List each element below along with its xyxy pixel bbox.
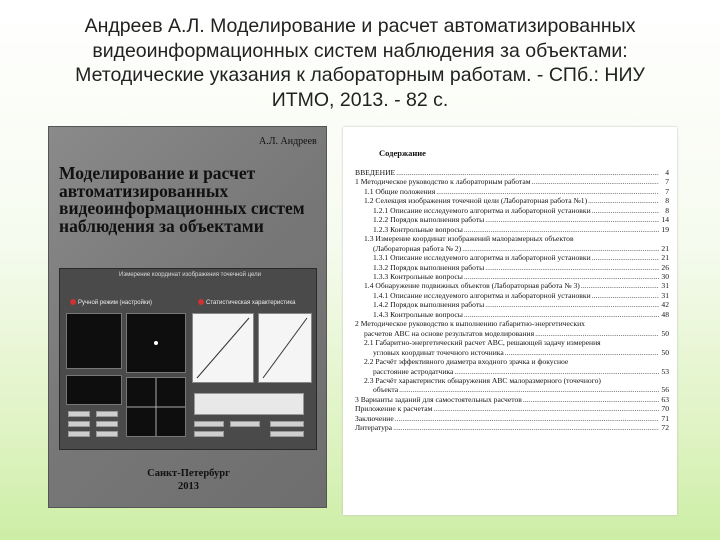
toc-leader-dots [485, 263, 659, 272]
toc-entry [355, 263, 669, 272]
slide-title [40, 14, 680, 112]
cover-city: Санкт-Петербург [147, 468, 230, 479]
screen-control [194, 421, 224, 427]
toc-entry-page: 48 [661, 309, 669, 319]
toc-entry [355, 196, 669, 205]
cover-imprint [49, 467, 327, 493]
radio-label: Статистическая характеристика [206, 300, 296, 306]
radio-icon [198, 299, 204, 305]
screen-control [96, 421, 118, 427]
toc-entry [355, 329, 669, 338]
toc-leader-dots [396, 168, 659, 177]
toc-entry [355, 291, 669, 300]
toc-entry-label: 1.2.1 Описание исследуемого алгоритма и лабораторной установки [373, 205, 591, 215]
cross-svg [127, 378, 185, 436]
histogram-plot [66, 375, 122, 405]
toc-entry-label: ВВЕДЕНИЕ [355, 168, 396, 177]
toc-entry [355, 177, 669, 186]
screen-caption: Измерение координат изображения точечной цели [119, 272, 261, 278]
screen-control [68, 421, 90, 427]
toc-entry [355, 215, 669, 224]
toc-leader-dots [462, 244, 659, 253]
toc-entry [355, 357, 669, 366]
toc-entry-page: 70 [661, 404, 669, 414]
toc-entry-page: 7 [665, 177, 669, 187]
toc-entry-page: 21 [661, 243, 669, 253]
toc-leader-dots [592, 206, 659, 215]
toc-entry-label: 2.1 Габаритно-энергетический расчет АВС, решающей задачу измерения [364, 338, 601, 348]
toc-entry-label: 1.3 Измерение координат изображений малоразмерных объектов [364, 234, 574, 244]
toc-leader-dots [505, 348, 659, 357]
toc-entry-label: 2.2 Расчёт эффективного диаметра входного зрачка и фокусное [364, 357, 569, 367]
toc-entry [355, 367, 669, 376]
toc-leader-dots [399, 385, 659, 394]
toc-entry-label: 1.4.2 Порядок выполнения работы [373, 300, 485, 310]
toc-entry [355, 225, 669, 234]
toc-list [355, 168, 669, 433]
screen-control [96, 431, 118, 437]
cross-plot [126, 377, 186, 437]
toc-entry-label: 2.3 Расчёт характеристик обнаружения АВС малоразмерного (точечного) [364, 375, 601, 385]
toc-entry-label: 1.3.2 Порядок выполнения работы [373, 262, 485, 272]
toc-entry [355, 187, 669, 196]
cover-title-line: видеоинформационных систем [59, 198, 305, 218]
toc-entry-label: 1.1 Общие положения [364, 186, 436, 196]
toc-leader-dots [532, 177, 659, 186]
toc-leader-dots [464, 225, 659, 234]
toc-entry-label: 3 Варианты заданий для самостоятельных расчетов [355, 394, 522, 404]
toc-leader-dots [464, 272, 659, 281]
line-plot-svg [259, 314, 311, 382]
title-line: Методические указания к лабораторным работам. - СПб.: НИУ [75, 64, 645, 86]
line-plot-2 [258, 313, 312, 383]
cover-year: 2013 [178, 481, 199, 492]
toc-entry-page: 50 [661, 328, 669, 338]
toc-entry-label: 1.3.1 Описание исследуемого алгоритма и лабораторной установки [373, 253, 591, 263]
toc-entry [355, 376, 669, 385]
toc-entry-page: 71 [661, 413, 669, 423]
toc-entry-label: 1.3.3 Контрольные вопросы [373, 271, 463, 281]
title-line: ИТМО, 2013. - 82 с. [271, 88, 449, 111]
screen-control [270, 421, 304, 427]
screen-control [230, 421, 260, 427]
toc-leader-dots [433, 404, 659, 413]
toc-entry-page: 8 [665, 196, 669, 206]
target-point [154, 341, 158, 345]
screen-control [68, 431, 90, 437]
toc-entry-label: 2 Методическое руководство к выполнению габаритно-энергетических [355, 319, 585, 329]
toc-entry-page: 31 [661, 290, 669, 300]
toc-entry-page: 50 [661, 347, 669, 357]
toc-entry-label: 1.4.3 Контрольные вопросы [373, 309, 463, 319]
toc-leader-dots [581, 281, 659, 290]
noise-plot [66, 313, 122, 369]
toc-entry-page: 42 [661, 300, 669, 310]
line-plot-svg [193, 314, 253, 382]
cover-title-line: Моделирование и расчет [59, 163, 256, 183]
toc-entry-label: 1.2.2 Порядок выполнения работы [373, 215, 485, 225]
toc-entry-page: 53 [661, 366, 669, 376]
toc-entry-page: 31 [661, 281, 669, 291]
toc-entry [355, 206, 669, 215]
title-line: Андреев А.Л. Моделирование и расчет автоматизированных [84, 15, 636, 37]
cover-title-line: автоматизированных [59, 180, 229, 201]
toc-entry [355, 348, 669, 357]
toc-entry [355, 423, 669, 432]
toc-entry-page: 19 [661, 224, 669, 234]
toc-entry [355, 281, 669, 290]
toc-entry [355, 385, 669, 394]
toc-leader-dots [436, 187, 659, 196]
toc-leader-dots [395, 414, 659, 423]
radio-statistic [198, 299, 295, 308]
toc-entry-label: Литература [355, 423, 393, 433]
toc-entry [355, 168, 669, 177]
toc-leader-dots [464, 310, 659, 319]
toc-entry-label: объекта [373, 385, 399, 395]
toc-entry-page: 4 [665, 168, 669, 177]
toc-entry-page: 56 [661, 385, 669, 395]
toc-entry [355, 338, 669, 347]
toc-entry [355, 244, 669, 253]
toc-entry-page: 7 [665, 186, 669, 196]
toc-leader-dots [485, 300, 659, 309]
screen-control [68, 411, 90, 417]
toc-entry-label: 1 Методическое руководство к лабораторным работам [355, 177, 531, 187]
toc-entry-page: 26 [661, 262, 669, 272]
toc-entry-page: 14 [661, 215, 669, 225]
toc-entry [355, 310, 669, 319]
toc-entry-label: 1.2 Селекция изображения точечной цели (Лабораторная работа №1) [364, 196, 588, 206]
toc-entry [355, 272, 669, 281]
toc-leader-dots [535, 329, 659, 338]
radio-manual-mode [70, 299, 152, 308]
toc-entry-label: 1.4 Обнаружение подвижных объектов (Лабораторная работа № 3) [364, 281, 580, 291]
radio-icon [70, 299, 76, 305]
toc-entry-label: угловых координат точечного источника [373, 347, 504, 357]
toc-entry [355, 404, 669, 413]
toc-leader-dots [588, 196, 659, 205]
screen-panel [194, 393, 304, 415]
toc-entry-label: Заключение [355, 413, 394, 423]
target-plot [126, 313, 186, 373]
toc-leader-dots [523, 395, 659, 404]
toc-leader-dots [592, 291, 659, 300]
screen-control [270, 431, 304, 437]
toc-entry-page: 72 [661, 423, 669, 433]
toc-heading: Содержание [379, 148, 426, 158]
toc-entry [355, 253, 669, 262]
radio-label: Ручной режим (настройки) [78, 300, 152, 306]
cover-title [59, 165, 321, 235]
title-line: видеоинформационных систем наблюдения за объектами: [92, 39, 628, 62]
table-of-contents-page [343, 127, 677, 515]
toc-entry [355, 300, 669, 309]
toc-entry-page: 63 [661, 394, 669, 404]
cover-title-line: наблюдения за объектами [59, 215, 264, 236]
toc-entry-label: Приложение к расчетам [355, 404, 433, 414]
toc-entry-label: 1.4.1 Описание исследуемого алгоритма и лабораторной установки [373, 290, 591, 300]
book-cover-image [48, 126, 327, 508]
toc-entry-label: расчетов АВС на основе результатов моделирования [364, 328, 535, 338]
toc-entry-page: 30 [661, 271, 669, 281]
toc-entry [355, 234, 669, 243]
toc-entry [355, 319, 669, 328]
toc-entry [355, 395, 669, 404]
toc-leader-dots [485, 215, 659, 224]
toc-leader-dots [592, 253, 659, 262]
toc-entry-label: расстояние астродатчика [373, 366, 454, 376]
screen-control [96, 411, 118, 417]
cover-author: А.Л. Андреев [259, 136, 317, 147]
toc-leader-dots [454, 367, 659, 376]
screen-control [194, 431, 224, 437]
toc-entry-page: 21 [661, 253, 669, 263]
toc-entry-label: 1.2.3 Контрольные вопросы [373, 224, 463, 234]
toc-entry-page: 8 [665, 205, 669, 215]
cover-software-screenshot [59, 268, 317, 450]
line-plot-1 [192, 313, 254, 383]
toc-leader-dots [393, 423, 659, 432]
toc-entry-label: (Лабораторная работа № 2) [373, 243, 462, 253]
toc-entry [355, 414, 669, 423]
